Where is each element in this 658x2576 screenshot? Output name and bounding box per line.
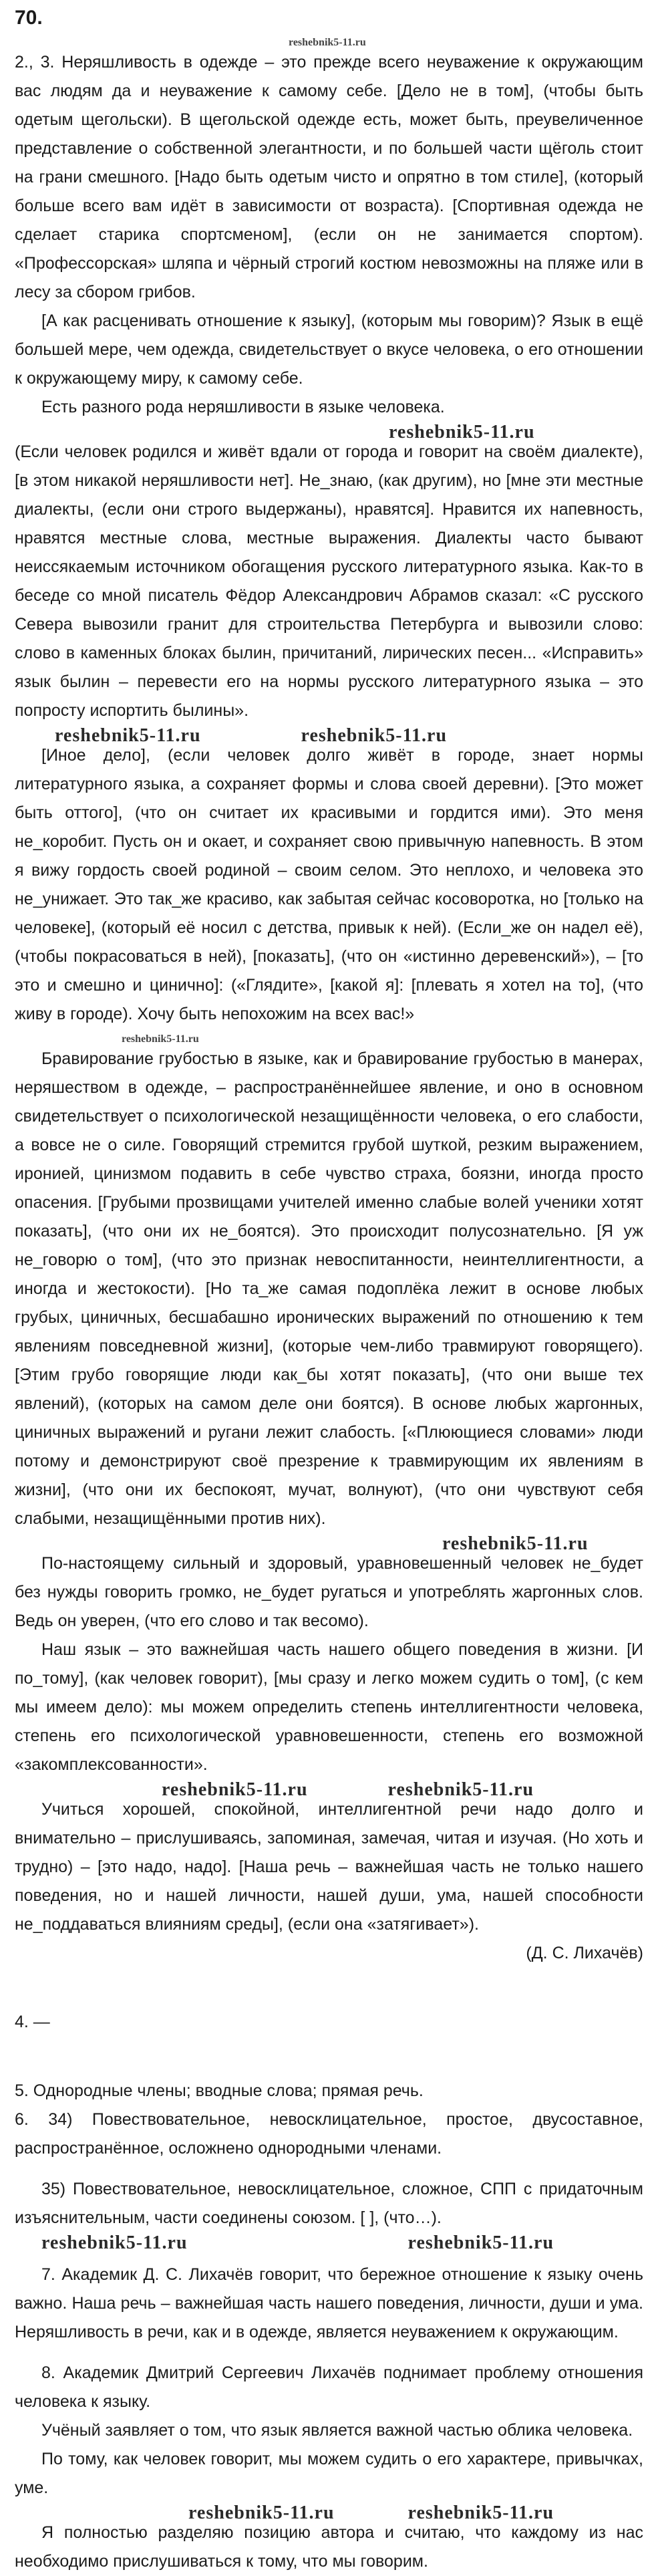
paragraph-5: [Иное дело], (если человек долго живёт в городе, знает нормы литературного языка, а сохраняет формы и слова своей деревни). [Это может быть оттого], (что он считает их красивыми и гордится ими). Это меня не_коробит. Пусть он и окает, и сохраняет свою привычную напевность. В этом я вижу гордость своей родиной – своим селом. Это неплохо, и человека это не_унижает. Это так_же красиво, как забытая сейчас косоворотка, но [только на человеке], (который её носил с детства, привык к ней). (Если_же он надел её), (чтобы покрасоваться в ней), [показать], (что он «истинно деревенский»), – [то это и смешно и цинично]: («Глядите», [какой я]: [плевать я хотел на то], (что живу в городе). Хочу быть непохожим на всех вас!» <box>15 746 643 1023</box>
paragraph-1: 2., 3. Неряшливость в одежде – это прежде всего неуважение к окружающим вас людям да и неуважение к самому себе. [Дело не в том], (чтобы быть одетым щегольски). В щегольской одежде есть, может быть, преувеличенное представление о собственной элегантности, и по большей части щёголь стоит на грани смешного. [Надо быть одетым чисто и опрятно в том стиле], (который больше всего вам идёт в зависимости от возраста). [Спортивная одежда не сделает старика спортсменом], (если он не занимается спортом). «Профессорская» шляпа и чёрный строгий костюм невозможны на пляже или в лесу за сбором грибов. <box>15 53 643 301</box>
watermark: reshebnik5-11.ru <box>122 1033 199 1045</box>
answer-8-claim: Учёный заявляет о том, что язык является важной частью облика человека. <box>41 2421 633 2440</box>
watermark-row <box>15 725 643 746</box>
answer-5: 5. Однородные члены; вводные слова; прямая речь. <box>15 2081 424 2100</box>
answer-8-opinion: Я полностью разделяю позицию автора и считаю, что каждому из нас необходимо прислушиваться к тому, что мы говорим. <box>15 2523 643 2571</box>
watermark: reshebnik5-11.ru <box>407 2232 554 2253</box>
author-attribution: (Д. С. Лихачёв) <box>526 1944 643 1962</box>
paragraph-3: Есть разного рода неряшливости в языке человека. <box>41 398 445 416</box>
answer-4: 4. — <box>15 2013 50 2031</box>
watermark-row <box>15 1779 643 1800</box>
watermark-row <box>15 2232 643 2253</box>
watermark-row <box>15 1029 643 1045</box>
answer-7: 7. Академик Д. С. Лихачёв говорит, что бережное отношение к языку очень важно. Наша речь – важнейшая часть нашего поведения, личности, души и ума. Неряшливость в речи, как и в одежде, является неуважением к окружающим. <box>15 2265 643 2341</box>
watermark: reshebnik5-11.ru <box>407 2502 554 2523</box>
paragraph-6: Бравирование грубостью в языке, как и бравирование грубостью в манерах, неряшеством в одежде, – распространённейшее явление, и оно в основном свидетельствует о психологической незащищённости человека, о его слабости, а вовсе не о силе. Говорящий стремится грубой шуткой, резким выражением, иронией, цинизмом подавить в себе чувство страха, боязни, иногда просто опасения. [Грубыми прозвищами учителей именно слабые волей ученики хотят показать], (что они их не_боятся). Это происходит полусознательно. [Я уж не_говорю о том], (что это признак невоспитанности, неинтеллигентности, а иногда и жестокости). [Но та_же самая подоплёка лежит в основе любых грубых, циничных, бесшабашно иронических выражений по отношению к тем явлениям повседневной жизни], (которые чем-либо травмируют говорящего). [Этим грубо говорящие люди как_бы хотят показать], (что они выше тех явлений), (которых на самом деле они боятся). В основе любых жаргонных, циничных выражений и ругани лежит слабость. [«Плюющиеся словами» люди потому и демонстрируют своё презрение к травмирующим их явлениям в жизни], (что они их беспокоят, мучат, волнуют), (что они чувствуют себя слабыми, незащищёнными против них). <box>15 1049 643 1528</box>
paragraph-9: Учиться хорошей, спокойной, интеллигентной речи надо долго и внимательно – прислушиваясь, запоминая, замечая, читая и изучая. (Но хоть и трудно) – [это надо, надо]. [Наша речь – важнейшая часть не только нашего поведения, но и нашей личности, нашей души, ума, нашей способности не_поддаваться влияниям среды], (если она «затягивает»). <box>15 1800 643 1934</box>
watermark: reshebnik5-11.ru <box>301 725 448 746</box>
watermark: reshebnik5-11.ru <box>41 2232 188 2253</box>
answer-2-text <box>15 32 643 1968</box>
watermark-row <box>15 2502 643 2523</box>
watermark: reshebnik5-11.ru <box>289 37 366 48</box>
paragraph-8: Наш язык – это важнейшая часть нашего общего поведения в жизни. [И по_тому], (как человек говорит), [мы сразу и легко можем судить о том], (с кем мы имеем дело): мы можем определить степень интеллигентности человека, степень его психологической уравновешенности, степень его возможной «закомплексованности». <box>15 1640 643 1774</box>
answer-6-35: 35) Повествовательное, невосклицательное, сложное, СПП с придаточным изъяснительным, части соединены союзом. [ ], (что…). <box>15 2180 643 2227</box>
watermark: reshebnik5-11.ru <box>188 2502 335 2523</box>
watermark: reshebnik5-11.ru <box>442 1533 589 1554</box>
watermark-row <box>15 1533 643 1554</box>
answer-8: 8. Академик Дмитрий Сергеевич Лихачёв поднимает проблему отношения человека к языку. <box>15 2363 643 2411</box>
paragraph-4: (Если человек родился и живёт вдали от города и говорит на своём диалекте), [в этом никакой неряшливости нет]. Не_знаю, (как другим), но [мне эти местные диалекты, (если они строго выдержаны), нравятся]. Нравится их напевность, нравятся местные слова, местные выражения. Диалекты часто бывают неиссякаемым источником обогащения русского литературного языка. Как-то в беседе со мной писатель Фёдор Александрович Абрамов сказал: «С русского Севера вывозили гранит для строительства Петербурга и вывозили слово: слово в каменных блоках былин, причитаний, лирических песен... «Исправить» язык былин – перевести его на нормы русского литературного языка – это попросту испортить былины». <box>15 442 643 720</box>
answer-8-argument: По тому, как человек говорит, мы можем судить о его характере, привычках, уме. <box>15 2450 643 2497</box>
paragraph-2: [А как расценивать отношение к языку], (которым мы говорим)? Язык в ещё большей мере, чем одежда, свидетельствует о вкусе человека, о его отношении к окружающему миру, к самому себе. <box>15 311 643 388</box>
watermark: reshebnik5-11.ru <box>389 422 535 442</box>
watermark: reshebnik5-11.ru <box>387 1779 534 1800</box>
watermark: reshebnik5-11.ru <box>55 725 201 746</box>
exercise-number: 70. <box>15 7 43 29</box>
watermark: reshebnik5-11.ru <box>162 1779 308 1800</box>
watermark-row <box>15 32 643 48</box>
paragraph-7: По-настоящему сильный и здоровый, уравновешенный человек не_будет без нужды говорить громко, не_будет ругаться и употреблять жаргонных слов. Ведь он уверен, (что его слово и так весомо). <box>15 1554 643 1630</box>
answer-6-34: 6. 34) Повествовательное, невосклицательное, простое, двусоставное, распространённое, осложнено однородными членами. <box>15 2110 643 2158</box>
watermark-row <box>15 422 643 442</box>
answers-list <box>15 2008 643 2576</box>
